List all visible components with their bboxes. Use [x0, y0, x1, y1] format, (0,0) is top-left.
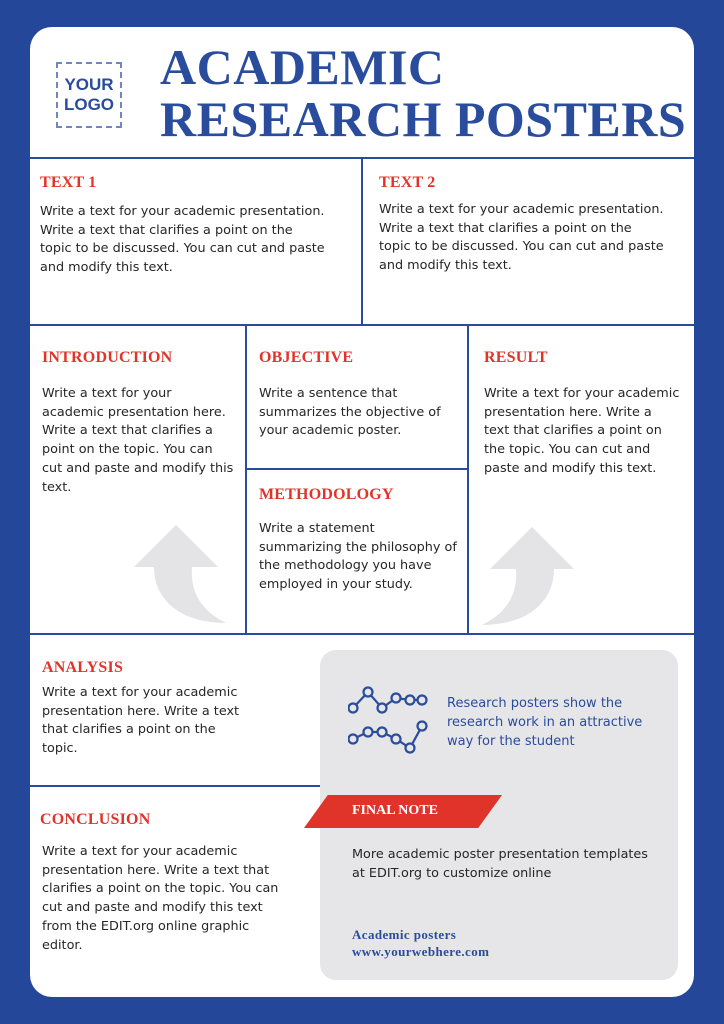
final-note-tagline: Research posters show the research work in an attractive way for the student [447, 696, 643, 749]
result-body: Write a text for your academic presentation here. Write a text that clarifies a point on the topic. You can cut and paste and modify this text. [484, 386, 680, 476]
text1-heading: TEXT 1 [40, 174, 97, 191]
line-chart-icon [348, 686, 428, 754]
introduction-heading: INTRODUCTION [42, 349, 173, 366]
title-line1: ACADEMIC [160, 39, 445, 95]
conclusion-body: Write a text for your academic presentation here. Write a text that clarifies a point on the topic. You can cut and paste and modify this text from the EDIT.org online graphic editor. [42, 844, 279, 953]
poster-sheet [30, 27, 694, 997]
curved-up-arrow-icon [478, 525, 574, 629]
title-line2: RESEARCH POSTERS [160, 91, 687, 147]
footer-title: Academic posters [352, 927, 457, 942]
analysis-heading: ANALYSIS [42, 659, 124, 676]
objective-body: Write a sentence that summarizes the objective of your academic poster. [259, 386, 441, 439]
text2-body: Write a text for your academic presentation. Write a text that clarifies a point on the topic to be discussed. You can cut and paste and modify this text. [379, 202, 664, 274]
conclusion-heading: CONCLUSION [40, 811, 151, 828]
divider-middle-left [245, 324, 247, 633]
divider-objective [245, 468, 467, 470]
methodology-body: Write a statement summarizing the philosophy of the methodology you have employed in your study. [259, 521, 457, 593]
final-note-body: More academic poster presentation templates at EDIT.org to customize online [352, 847, 648, 881]
logo-line1: YOUR [64, 75, 114, 94]
divider-text-columns [361, 157, 363, 324]
analysis-body: Write a text for your academic presentation here. Write a text that clarifies a point on the topic. [42, 685, 240, 757]
logo-line2: LOGO [63, 95, 115, 114]
divider-analysis [30, 785, 320, 787]
final-note-label: FINAL NOTE [352, 803, 438, 818]
introduction-body: Write a text for your academic presentation here. Write a text that clarifies a point on the topic. You can cut and paste and modify this text. [42, 386, 234, 495]
curved-up-arrow-icon [134, 523, 230, 627]
result-heading: RESULT [484, 349, 548, 366]
text2-heading: TEXT 2 [379, 174, 436, 191]
text1-body: Write a text for your academic presentation. Write a text that clarifies a point on the topic to be discussed. You can cut and paste and modify this text. [40, 204, 325, 276]
divider-middle-row [30, 633, 694, 635]
divider-middle-right [467, 324, 469, 633]
objective-heading: OBJECTIVE [259, 349, 354, 366]
footer-website[interactable]: www.yourwebhere.com [352, 944, 490, 959]
poster-title [160, 41, 686, 145]
logo-placeholder [56, 62, 122, 128]
methodology-heading: METHODOLOGY [259, 486, 394, 503]
divider-text-row [30, 324, 694, 326]
